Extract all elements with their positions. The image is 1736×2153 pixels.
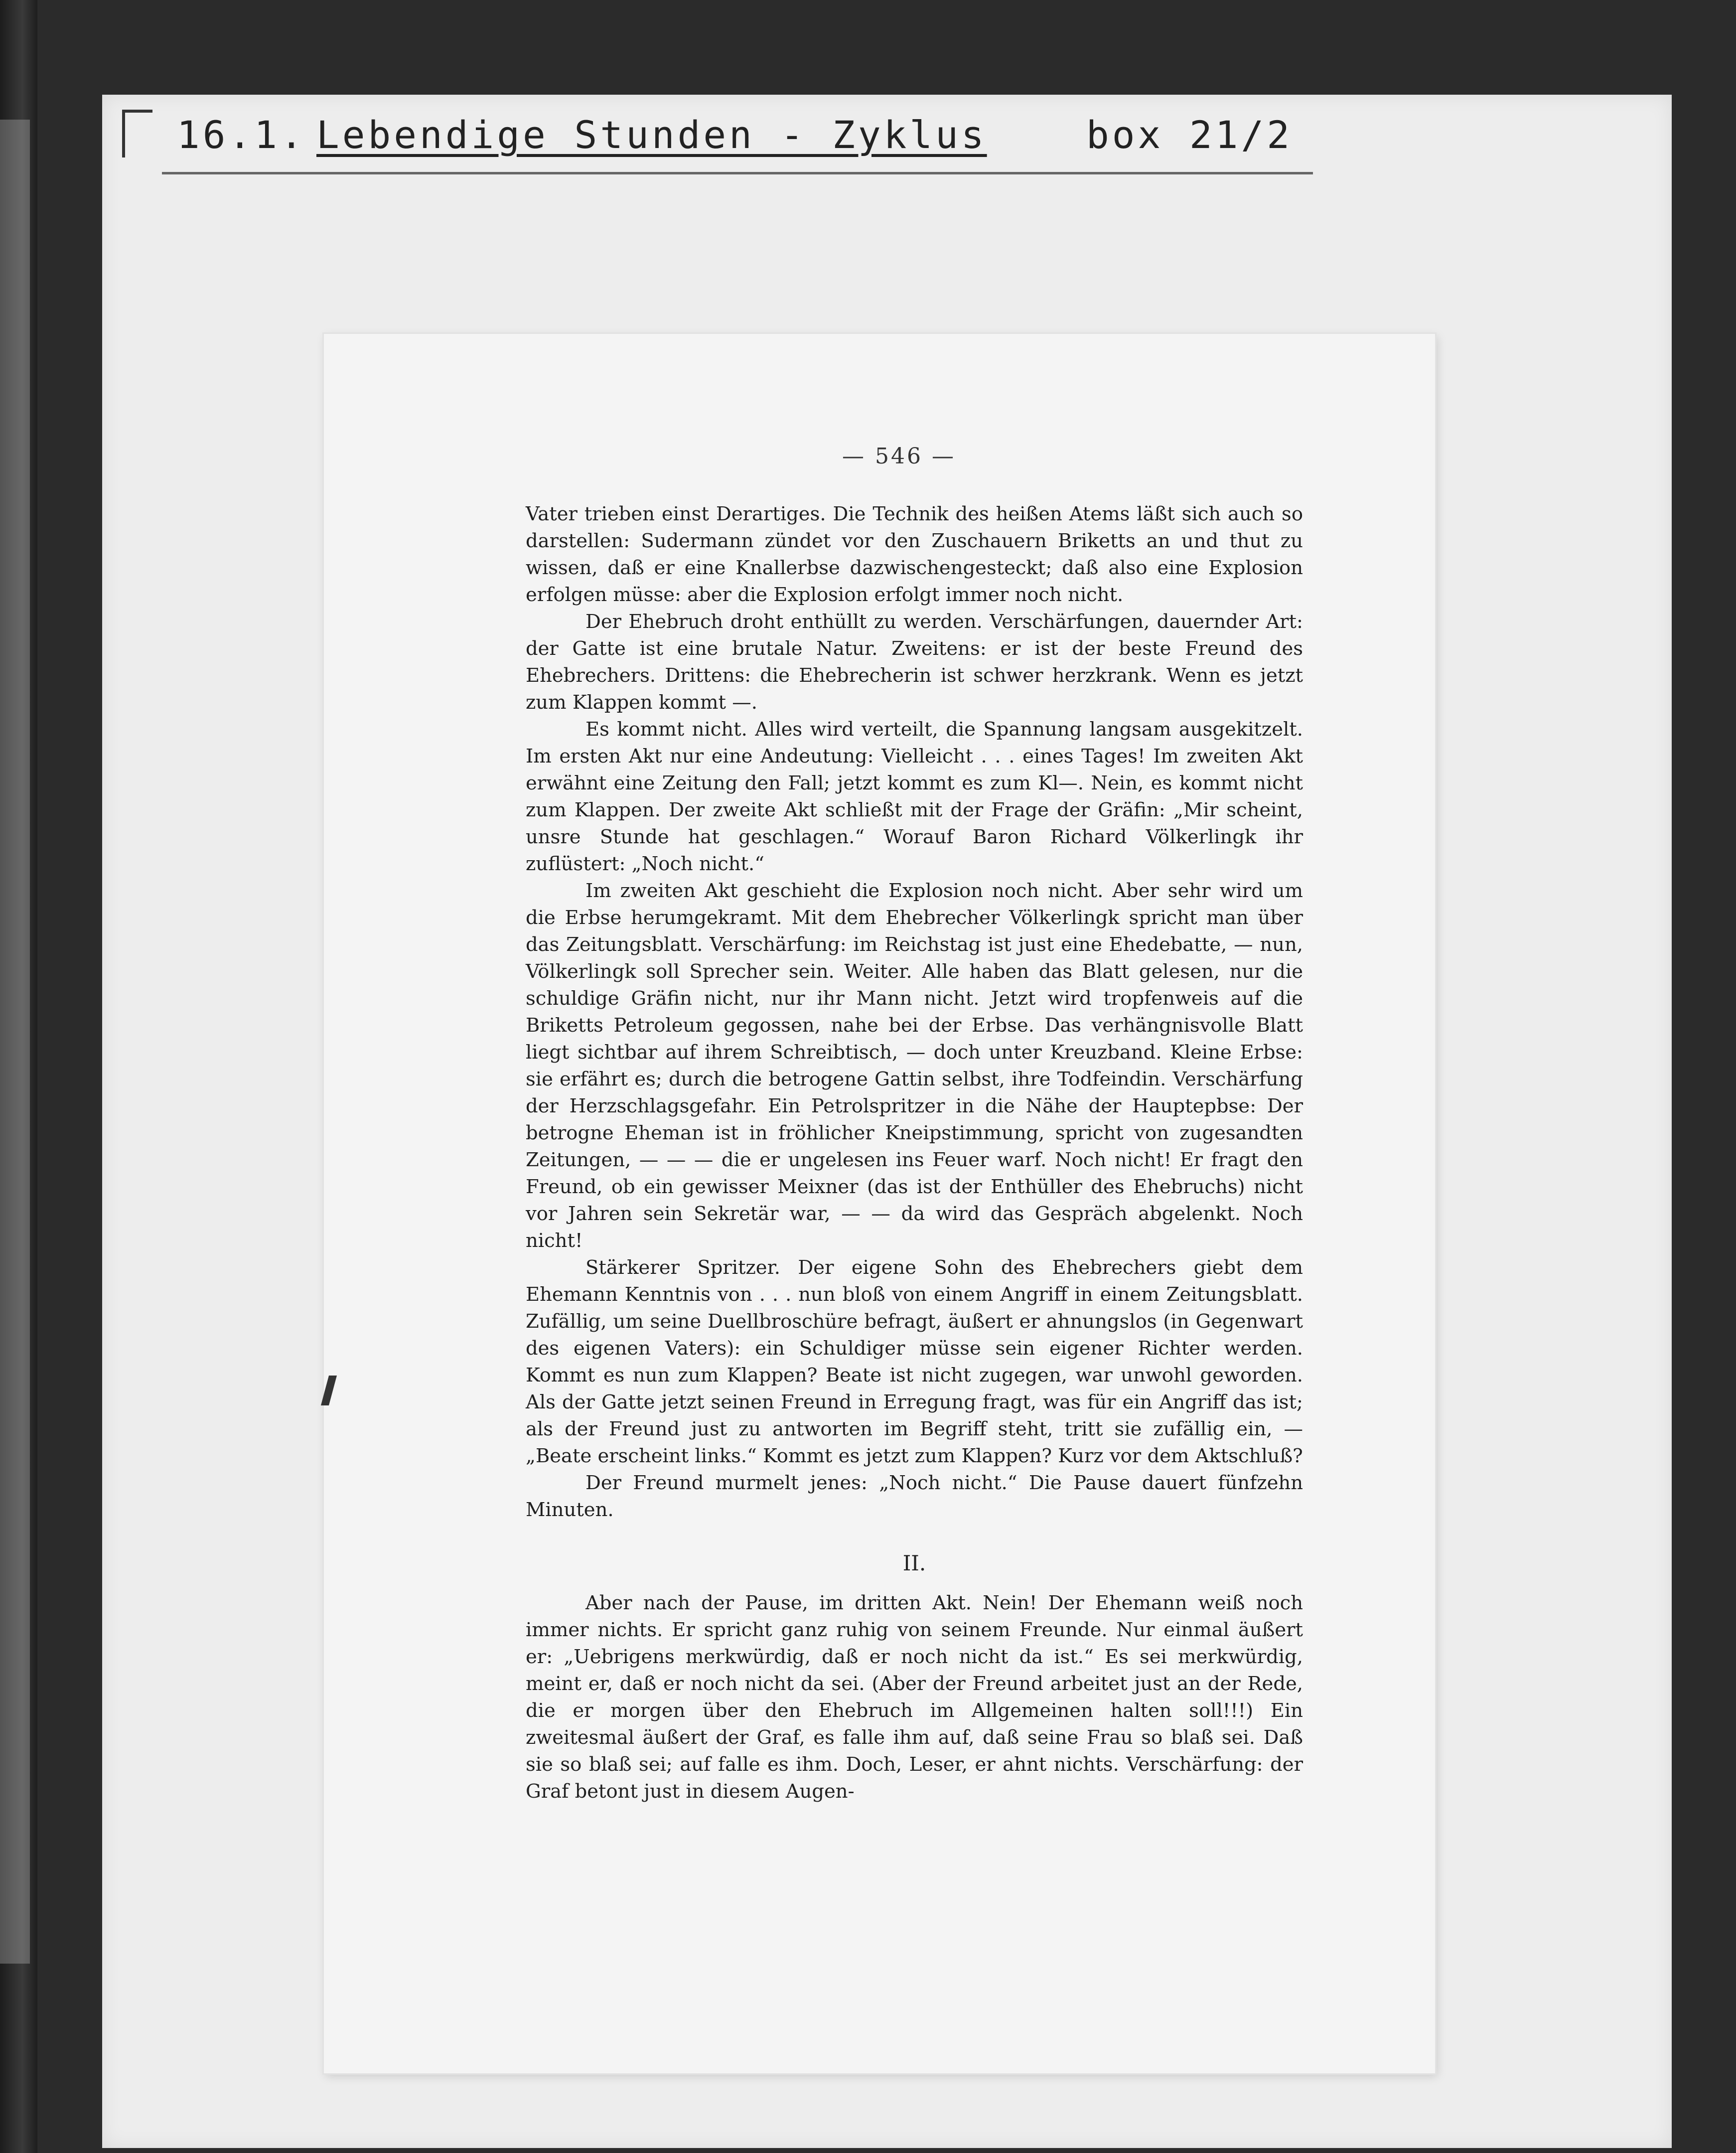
adjacent-page-edge — [0, 0, 37, 2153]
archive-header — [177, 102, 1373, 167]
section-1-text — [526, 501, 1303, 1524]
page-number: — 546 — — [842, 444, 956, 469]
paragraph: Aber nach der Pause, im dritten Akt. Nein! Der Ehemann weiß noch immer nichts. Er spricht ganz ruhig von seinem Freunde. Nur einmal äußert er: „Uebrigens merkwürdig, daß er noch nicht da ist.“ Es sei merkwürdig, meint er, daß er noch nicht da sei. (Aber der Freund arbeitet just an der Rede, die er morgen über den Ehebruch im Allgemeinen halten soll!!!) Ein zweitesmal äußert der Graf, es falle ihm auf, daß seine Frau so blaß sei. Daß sie so blaß sei; auf falle es ihm. Doch, Leser, er ahnt nichts. Verschärfung: der Graf betont just in diesem Augen- — [526, 1592, 1303, 1803]
paragraph: Im zweiten Akt geschieht die Explosion noch nicht. Aber sehr wird um die Erbse herumgekramt. Mit dem Ehebrecher Völkerlingk spricht man über das Zeitungsblatt. Verschärfung: im Reichstag ist just eine Ehedebatte, — nun, Völkerlingk soll Sprecher sein. Weiter. Alle haben das Blatt gelesen, nur die schuldige Gräfin nicht, nur ihr Mann nicht. Jetzt wird tropfenweis auf die Briketts Petroleum gegossen, nahe bei der Erbse. Das verhängnisvolle Blatt liegt sichtbar auf ihrem Schreibtisch, — doch unter Kreuzband. Kleine Erbse: sie erfährt es; durch die betrogene Gattin selbst, ihre Todfeindin. Verschärfung der Herzschlagsgefahr. Ein Petrolspritzer in die Nähe der Hauptерbse: Der betrogne Eheman ist in fröhlicher Kneipstimmung, spricht von zugesandten Zeitungen, — — — die er ungelesen ins Feuer warf. Noch nicht! Er fragt den Freund, ob ein gewisser Meixner (das ist der Enthüller des Ehebruchs) nicht vor Jahren sein Sekretär war, — — da wird das Gespräch abgelenkt. Noch nicht! — [526, 880, 1303, 1252]
header-rule — [162, 172, 1313, 174]
paragraph: Stärkerer Spritzer. Der eigene Sohn des Ehebrechers giebt dem Ehemann Kenntnis von . . . nun bloß von einem Angriff in einem Zeitungsblatt. Zufällig, um seine Duellbroschüre befragt, äußert er ahnungslos (in Gegenwart des eigenen Vaters): ein Schuldiger müsse sein eigener Richter werden. Kommt es nun zum Klappen? Beate ist nicht zugegen, war unwohl geworden. Als der Gatte jetzt seinen Freund in Erregung fragt, was für ein Angriff das ist; als der Freund just zu antworten im Begriff steht, tritt sie zufällig ein, — „Beate erscheint links.“ Kommt es jetzt zum Klappen? Kurz vor dem Aktschluß? — [526, 1256, 1303, 1467]
corner-bracket — [122, 110, 152, 157]
paragraph: Vater trieben einst Derartiges. Die Technik des heißen Atems läßt sich auch so darstellen: Sudermann zündet vor den Zuschauern Briketts an und thut zu wissen, daß er eine Knallerbse dazwischengesteckt; daß also eine Explosion erfolgen müsse: aber die Explosion erfolgt immer noch nicht. — [526, 503, 1303, 606]
box-label: box 21/2 — [1086, 112, 1293, 157]
section-number: II. — [902, 1551, 926, 1575]
section-2-text — [526, 1590, 1303, 1805]
paragraph: Es kommt nicht. Alles wird verteilt, die Spannung langsam ausgekitzelt. Im ersten Akt nur eine Andeutung: Vielleicht . . . eines Tages! Im zweiten Akt erwähnt eine Zeitung den Fall; jetzt kommt es zum Kl—. Nein, es kommt nicht zum Klappen. Der zweite Akt schließt mit der Frage der Gräfin: „Mir scheint, unsre Stunde hat geschlagen.“ Worauf Baron Richard Völkerlingk ihr zuflüstert: „Noch nicht.“ — [526, 718, 1303, 875]
collection-title: Lebendige Stunden - Zyklus — [316, 112, 987, 157]
paragraph: Der Freund murmelt jenes: „Noch nicht.“ Die Pause dauert fünfzehn Minuten. — [526, 1472, 1303, 1521]
paragraph: Der Ehebruch droht enthüllt zu werden. Verschärfungen, dauernder Art: der Gatte ist eine brutale Natur. Zweitens: er ist der beste Freund des Ehebrechers. Drittens: die Ehebrecherin ist schwer herzkrank. Wenn es jetzt zum Klappen kommt —. — [526, 611, 1303, 714]
collection-code: 16.1. — [177, 112, 306, 157]
